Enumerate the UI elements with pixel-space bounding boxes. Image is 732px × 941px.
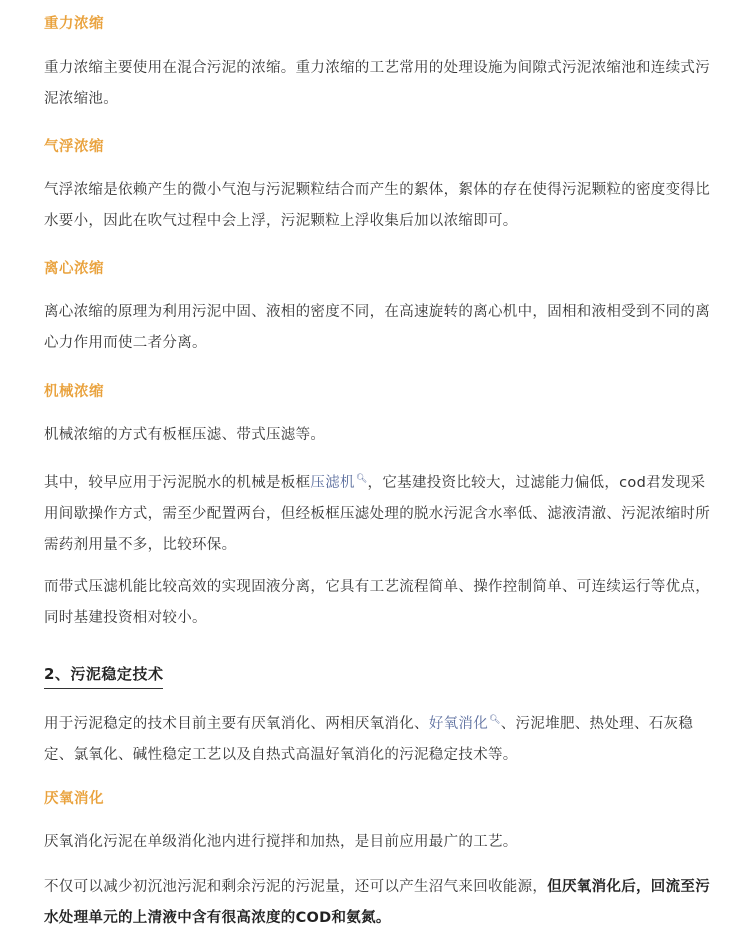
paragraph-text-before-link: 其中，较早应用于污泥脱水的机械是板框 — [44, 475, 311, 491]
paragraph-mechanical-methods: 机械浓缩的方式有板框压滤、带式压滤等。 — [44, 427, 326, 443]
heading-gravity-thickening: 重力浓缩 — [44, 16, 104, 32]
paragraph-gravity-thickening: 重力浓缩主要使用在混合污泥的浓缩。重力浓缩的工艺常用的处理设施为间隙式污泥浓缩池和连续式污泥浓缩池。 — [44, 60, 710, 107]
heading-flotation-thickening: 气浮浓缩 — [44, 139, 104, 155]
aerobic-digestion-link[interactable]: 好氧消化 — [428, 716, 489, 732]
paragraph-centrifugal-thickening: 离心浓缩的原理为利用污泥中固、液相的密度不同，在高速旋转的离心机中，固相和液相受到不同的离心力作用而使二者分离。 — [44, 304, 710, 351]
heading-centrifugal-thickening: 离心浓缩 — [44, 261, 104, 277]
paragraph-anaerobic-digestion: 厌氧消化污泥在单级消化池内进行搅拌和加热，是目前应用最广的工艺。 — [44, 834, 518, 850]
paragraph-bold-text: 但厌氧消化后，回流至污水处理单元的上清液中含有很高浓度的COD和氨氮。 — [44, 879, 711, 926]
paragraph-stabilization-techniques — [44, 705, 710, 771]
paragraph-plate-frame-press — [44, 464, 710, 561]
paragraph-text-before-link: 用于污泥稳定的技术目前主要有厌氧消化、两相厌氧消化、 — [44, 716, 429, 732]
paragraph-text-after-link: 、污泥堆肥、热处理、石灰稳定、氯氧化、碱性稳定工艺以及自热式高温好氧消化的污泥稳定技术等。 — [44, 716, 694, 763]
search-icon[interactable]: 🔍︎ — [355, 474, 368, 484]
search-icon[interactable]: 🔍︎ — [489, 715, 501, 725]
paragraph-text-after-link: ，它基建投资比较大，过滤能力偏低，cod君发现采用间歇操作方式，需至少配置两台，但经板框压滤处理的脱水污泥含水率低、滤液清澈、污泥浓缩时所需药剂用量不多，比较环保。 — [44, 475, 710, 553]
filter-press-link[interactable]: 压滤机 — [310, 475, 355, 491]
heading-anaerobic-digestion: 厌氧消化 — [44, 791, 104, 807]
section-title-sludge-stabilization: 2、污泥稳定技术 — [44, 663, 163, 689]
paragraph-belt-press: 而带式压滤机能比较高效的实现固液分离，它具有工艺流程简单、操作控制简单、可连续运行等优点，同时基建投资相对较小。 — [44, 579, 710, 626]
paragraph-anaerobic-benefits — [44, 872, 710, 934]
paragraph-flotation-thickening: 气浮浓缩是依赖产生的微小气泡与污泥颗粒结合而产生的絮体，絮体的存在使得污泥颗粒的密度变得比水要小，因此在吹气过程中会上浮，污泥颗粒上浮收集后加以浓缩即可。 — [44, 182, 710, 229]
paragraph-normal-text: 不仅可以减少初沉池污泥和剩余污泥的污泥量，还可以产生沼气来回收能源， — [44, 879, 548, 895]
heading-mechanical-thickening: 机械浓缩 — [44, 384, 104, 400]
